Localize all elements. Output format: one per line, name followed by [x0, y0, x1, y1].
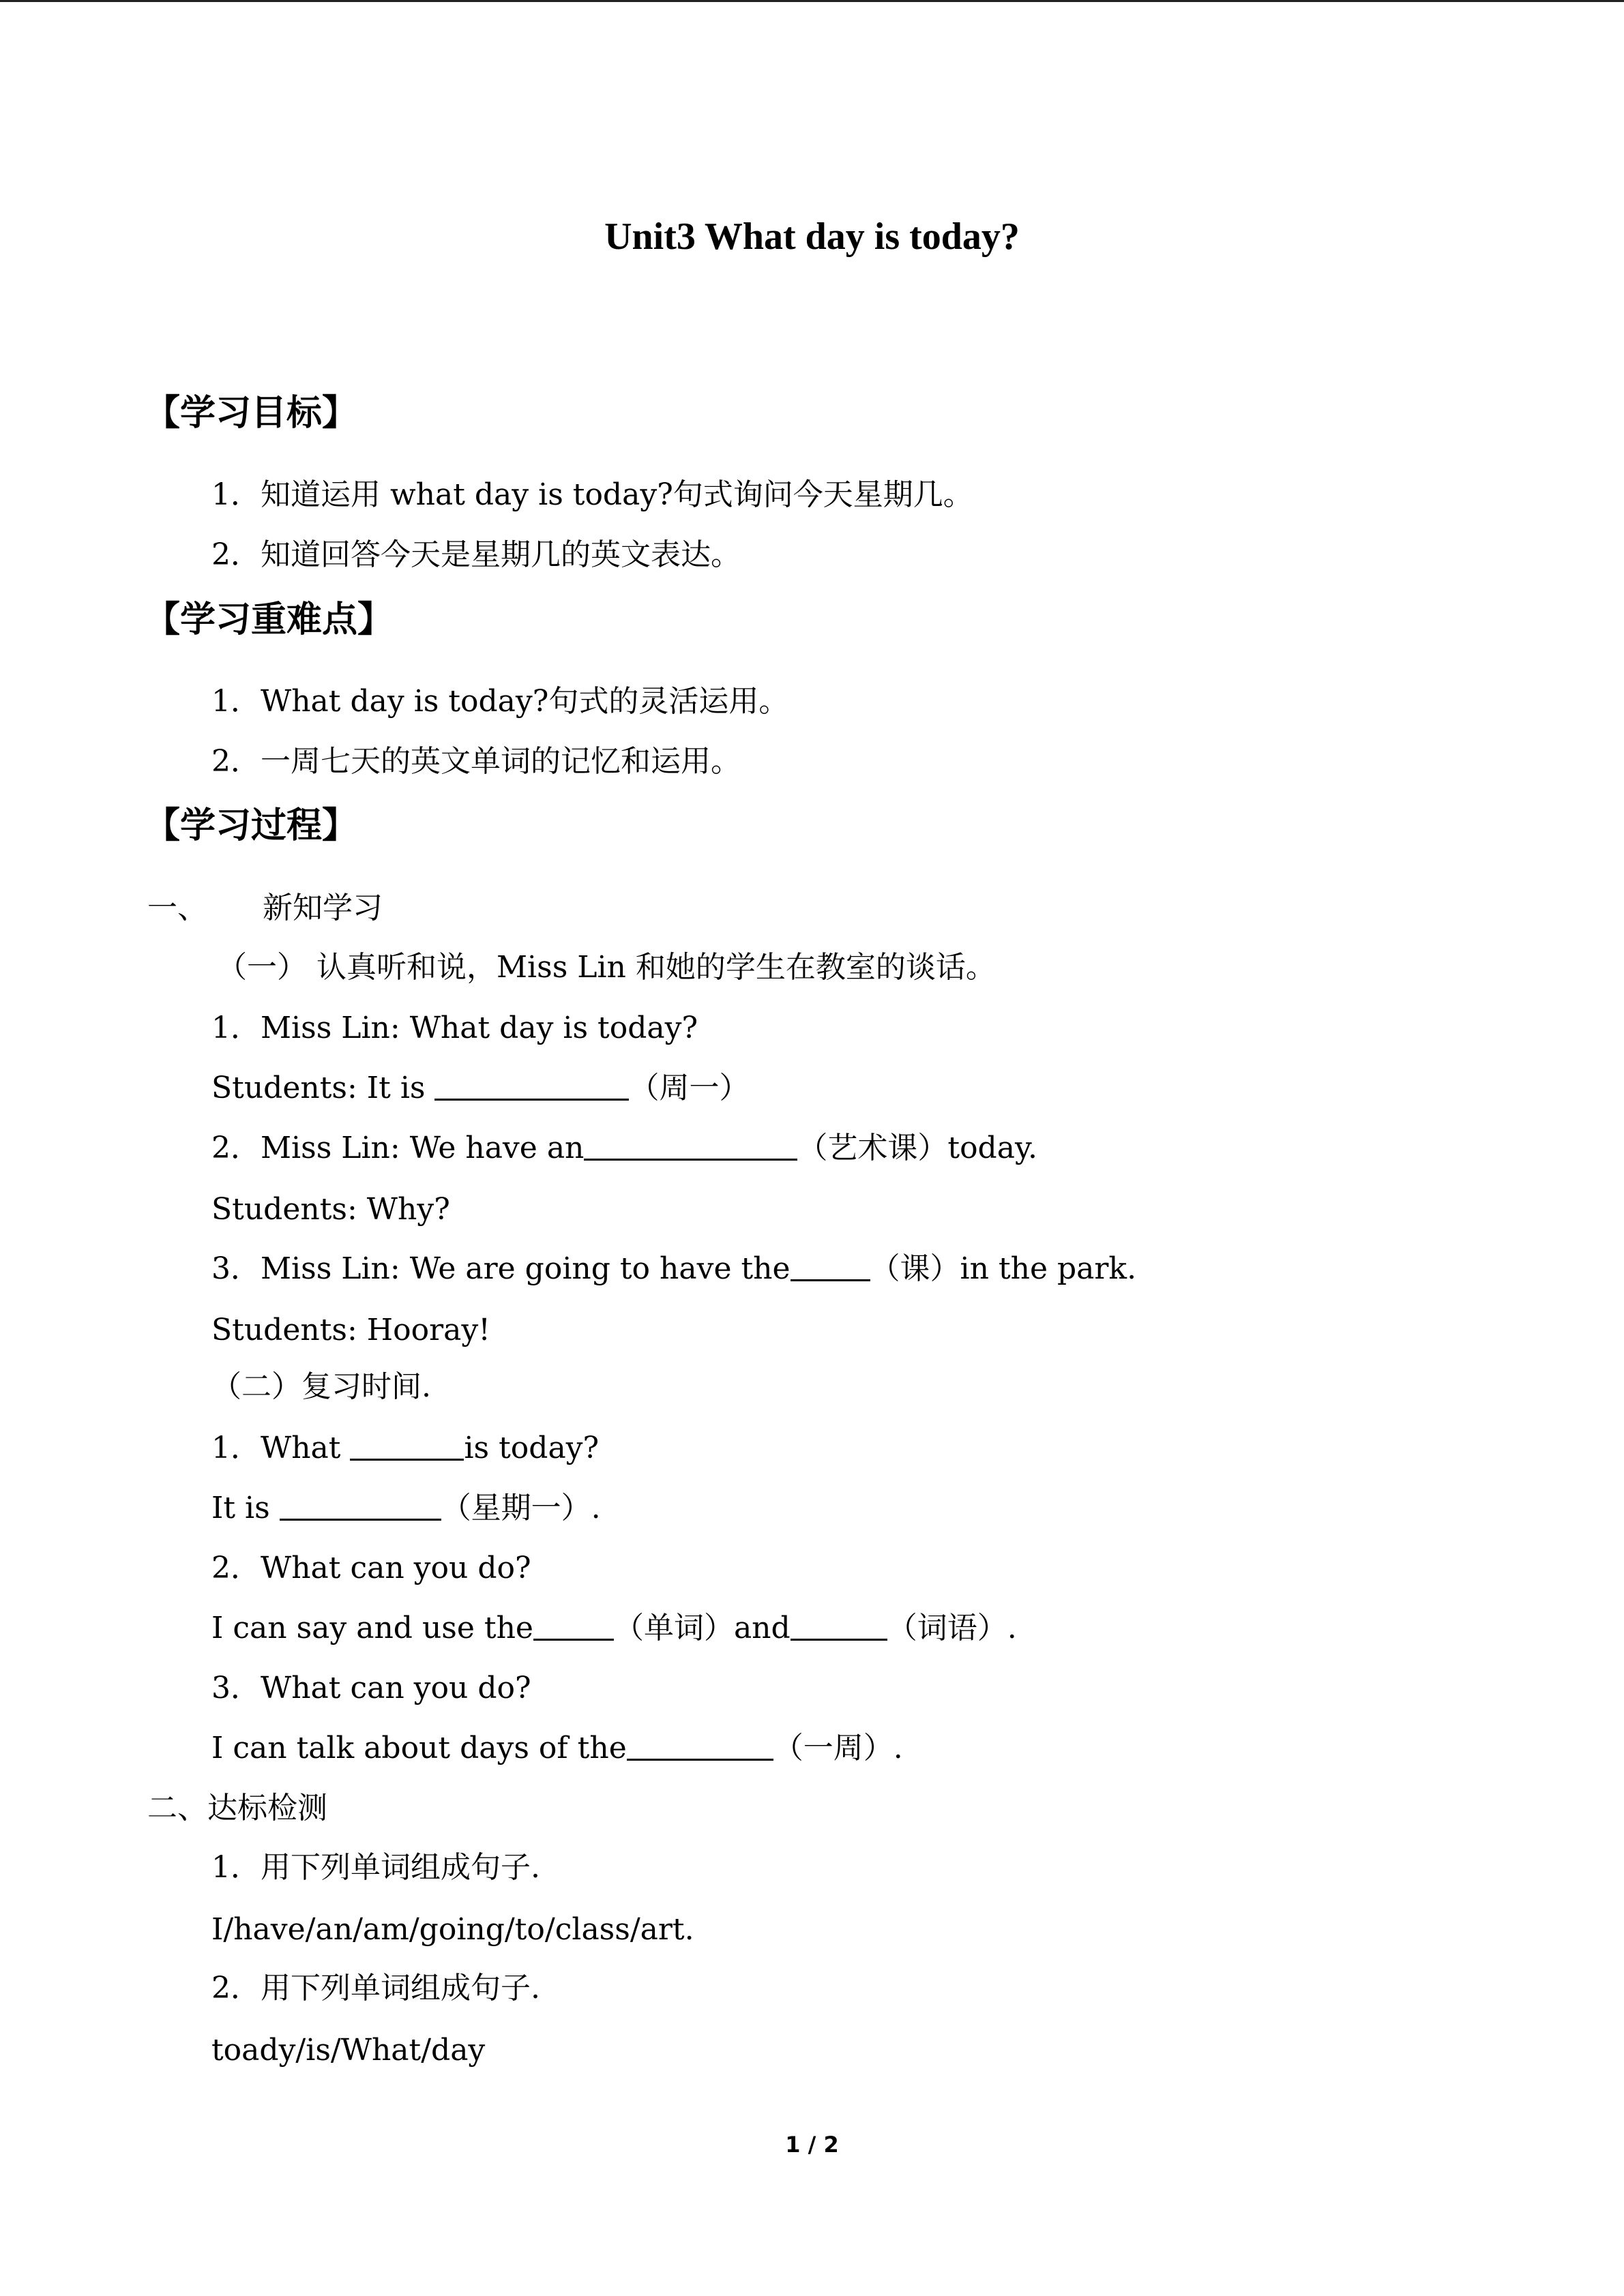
text: 3．Miss Lin: We are going to have the	[211, 1251, 791, 1286]
answer-blank[interactable]	[434, 1071, 629, 1101]
part2-heading: 二、达标检测	[147, 1791, 327, 1825]
text: Students: It is	[211, 1071, 435, 1105]
sub1-a2: Students: Why?	[211, 1192, 450, 1227]
key-point-item: 2．一周七天的英文单词的记忆和运用。	[211, 744, 741, 779]
part1-label: 新知学习	[263, 891, 383, 925]
page-title: Unit3 What day is today?	[604, 215, 1020, 258]
text: （单词）and	[613, 1611, 791, 1645]
sub1-a3: Students: Hooray!	[211, 1313, 490, 1347]
sub1-q2	[211, 1129, 1037, 1168]
answer-blank[interactable]	[533, 1611, 614, 1641]
sub2-q1	[211, 1429, 599, 1468]
section-heading-key-points: 【学习重难点】	[145, 599, 394, 640]
text: 1．What	[211, 1431, 351, 1465]
sub1-q3	[211, 1249, 1136, 1289]
goal-item: 2．知道回答今天是星期几的英文表达。	[211, 537, 741, 572]
text: I can say and use the	[211, 1611, 533, 1645]
sub1-a1	[211, 1069, 749, 1108]
text: （星期一）.	[441, 1491, 601, 1525]
sub2-a3	[211, 1729, 903, 1768]
text: It is	[211, 1491, 280, 1525]
sub2-a1	[211, 1489, 601, 1528]
goal-item: 1．知道运用 what day is today?句式询问今天星期几。	[211, 477, 973, 512]
part2-q2: 2．用下列单词组成句子.	[211, 1971, 540, 2006]
text: （课）in the park.	[870, 1251, 1137, 1286]
sub1-heading: （一） 认真听和说，Miss Lin 和她的学生在教室的谈话。	[217, 950, 996, 985]
sub2-q3: 3．What can you do?	[211, 1671, 531, 1705]
top-border	[0, 0, 1624, 2]
text: （艺术课）today.	[797, 1131, 1037, 1165]
answer-blank[interactable]	[350, 1431, 464, 1461]
part1-number: 一、	[147, 891, 207, 925]
part2-q2-words: toady/is/What/day	[211, 2033, 486, 2068]
text: （周一）	[629, 1071, 750, 1105]
text: I can talk about days of the	[211, 1731, 627, 1765]
sub1-q1: 1．Miss Lin: What day is today?	[211, 1011, 698, 1045]
sub2-q2: 2．What can you do?	[211, 1551, 531, 1585]
text: （词语）.	[887, 1611, 1017, 1645]
text: 2．Miss Lin: We have an	[211, 1131, 585, 1165]
answer-blank[interactable]	[791, 1252, 870, 1281]
part2-q1: 1．用下列单词组成句子.	[211, 1850, 540, 1885]
section-heading-goals: 【学习目标】	[145, 392, 358, 434]
part2-q1-words: I/have/an/am/going/to/class/art.	[211, 1912, 694, 1947]
answer-blank[interactable]	[627, 1731, 773, 1761]
sub2-a2	[211, 1609, 1017, 1648]
key-point-item: 1．What day is today?句式的灵活运用。	[211, 684, 789, 719]
answer-blank[interactable]	[584, 1131, 797, 1161]
sub2-heading: （二）复习时间.	[211, 1369, 431, 1404]
text: （一周）.	[773, 1731, 903, 1765]
text: is today?	[464, 1431, 600, 1465]
answer-blank[interactable]	[791, 1611, 887, 1641]
answer-blank[interactable]	[280, 1491, 441, 1521]
page-number: 1 / 2	[785, 2132, 839, 2158]
section-heading-process: 【学习过程】	[145, 805, 358, 846]
